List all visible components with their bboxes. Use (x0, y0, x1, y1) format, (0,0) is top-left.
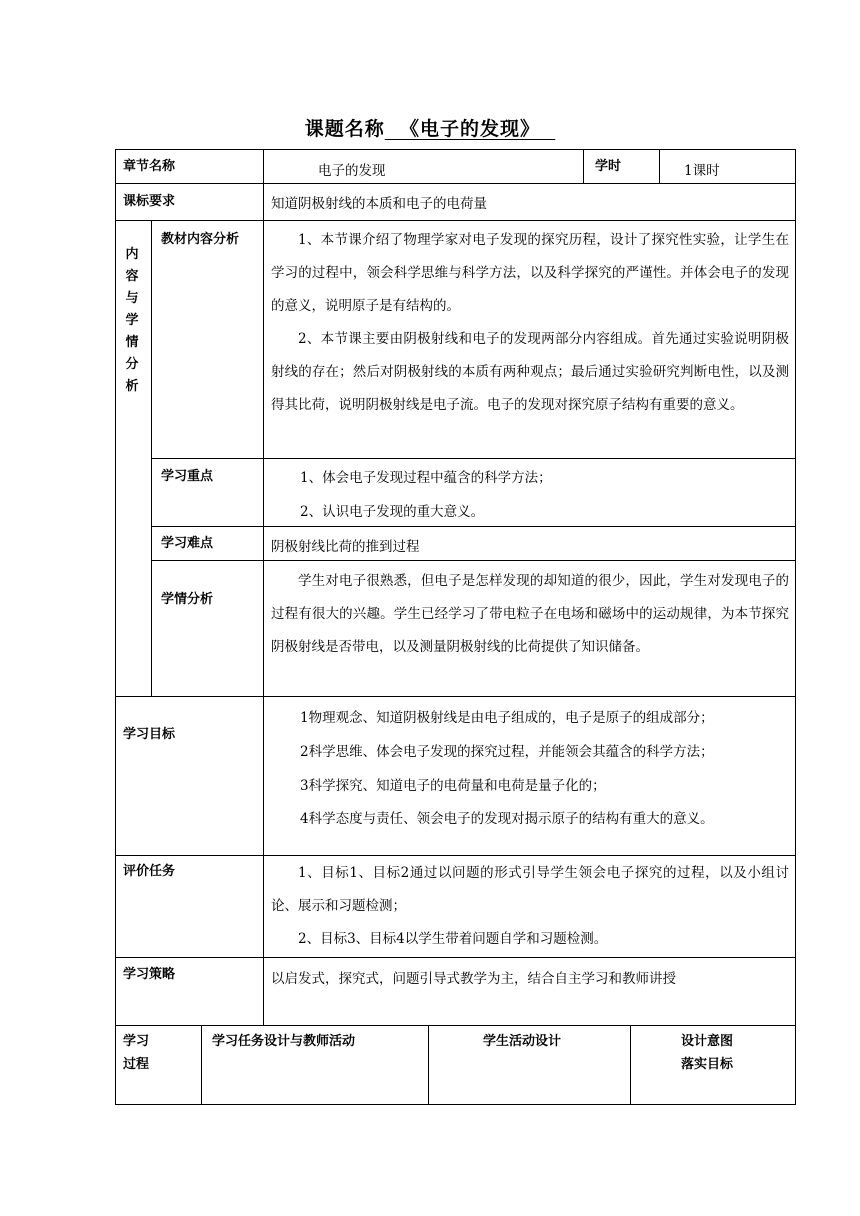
difficulty-label: 学习难点 (161, 536, 214, 551)
row-divider (115, 183, 796, 184)
hours-label: 学时 (595, 159, 622, 174)
objective-item-1: 1物理观念、知道阴极射线是由电子组成的，电子是原子的组成部分； (300, 710, 714, 726)
row-divider (115, 696, 796, 697)
title-course-name (385, 118, 555, 140)
chapter-label: 章节名称 (123, 159, 176, 174)
objective-item-4: 4科学态度与责任、领会电子的发现对揭示原子的结构有重大的意义。 (300, 811, 714, 827)
process-col-intent-line1: 设计意图 (681, 1034, 734, 1049)
col-divider (428, 1025, 429, 1105)
focus-label: 学习重点 (161, 469, 214, 484)
chapter-value: 电子的发现 (318, 163, 386, 179)
objective-item-3: 3科学探究、知道电子的电荷量和电荷是量子化的； (300, 778, 606, 794)
table-border-bottom (115, 1104, 796, 1105)
col-divider (201, 1025, 202, 1105)
evaluation-label: 评价任务 (123, 864, 176, 879)
row-divider (115, 957, 796, 958)
material-label: 教材内容分析 (161, 232, 240, 247)
objective-item-2: 2科学思维、体会电子发现的探究过程，并能领会其蕴含的科学方法； (300, 744, 714, 760)
focus-item-1: 1、体会电子发现过程中蕴含的科学方法； (300, 470, 552, 486)
process-col-teacher: 学习任务设计与教师活动 (212, 1034, 356, 1049)
row-divider (151, 458, 796, 459)
process-label-line2: 过程 (123, 1057, 150, 1072)
material-paragraph-1: 1、本节课介绍了物理学家对电子发现的探究历程，设计了探究性实验，让学生在学习的过程中，领会科学思维与科学方法，以及科学探究的严谨性。并体会电子的发现的意义，说明原子是有结构的。 (271, 232, 789, 314)
learner-label: 学情分析 (161, 592, 214, 607)
objectives-label: 学习目标 (123, 727, 176, 742)
row-divider (115, 855, 796, 856)
page-title (0, 114, 860, 141)
strategy-value: 以启发式，探究式，问题引导式教学为主，结合自主学习和教师讲授 (271, 971, 676, 987)
focus-item-2: 2、认识电子发现的重大意义。 (300, 504, 485, 520)
hours-value: 1课时 (684, 163, 720, 179)
row-divider (115, 1025, 796, 1026)
table-border-top (115, 149, 796, 150)
process-col-intent-line2: 落实目标 (681, 1057, 734, 1072)
process-col-student: 学生活动设计 (483, 1034, 562, 1049)
col-divider (583, 149, 584, 183)
learner-paragraph: 学生对电子很熟悉，但电子是怎样发现的却知道的很少，因此，学生对发现电子的过程有很大的兴趣。学生已经学习了带电粒子在电场和磁场中的运动规律，为本节探究阴极射线是否带电，以及测量阴极射线的比荷提供了知识储备。 (271, 573, 789, 655)
col-divider (659, 149, 660, 183)
col-divider (630, 1025, 631, 1105)
row-divider (151, 526, 796, 527)
evaluation-paragraph-1: 1、目标1、目标2通过以问题的形式引导学生领会电子探究的过程，以及小组讨论、展示和习题检测； (271, 865, 789, 914)
title-course-name-text: 《电子的发现》 (400, 118, 541, 140)
analysis-group-label: 内容与学情分析 (125, 247, 139, 394)
col-divider (151, 220, 152, 696)
process-label-line1: 学习 (123, 1034, 150, 1049)
col-divider (263, 149, 264, 1025)
table-border-left (115, 149, 116, 1105)
material-paragraph-2: 2、本节课主要由阴极射线和电子的发现两部分内容组成。首先通过实验说明阴极射线的存在；然后对阴极射线的本质有两种观点；最后通过实验研究判断电性，以及测得其比荷，说明阴极射线是电子流。电子的发现对探究原子结构有重要的意义。 (271, 331, 789, 413)
strategy-label: 学习策略 (123, 967, 176, 982)
title-prefix: 课题名称 (304, 118, 385, 140)
difficulty-value: 阴极射线比荷的推到过程 (271, 539, 420, 555)
standard-value: 知道阴极射线的本质和电子的电荷量 (271, 196, 487, 212)
standard-label: 课标要求 (123, 194, 176, 209)
row-divider (151, 560, 796, 561)
evaluation-paragraph-2: 2、目标3、目标4以学生带着问题自学和习题检测。 (298, 931, 608, 947)
table-border-right (795, 149, 796, 1105)
row-divider (115, 220, 796, 221)
